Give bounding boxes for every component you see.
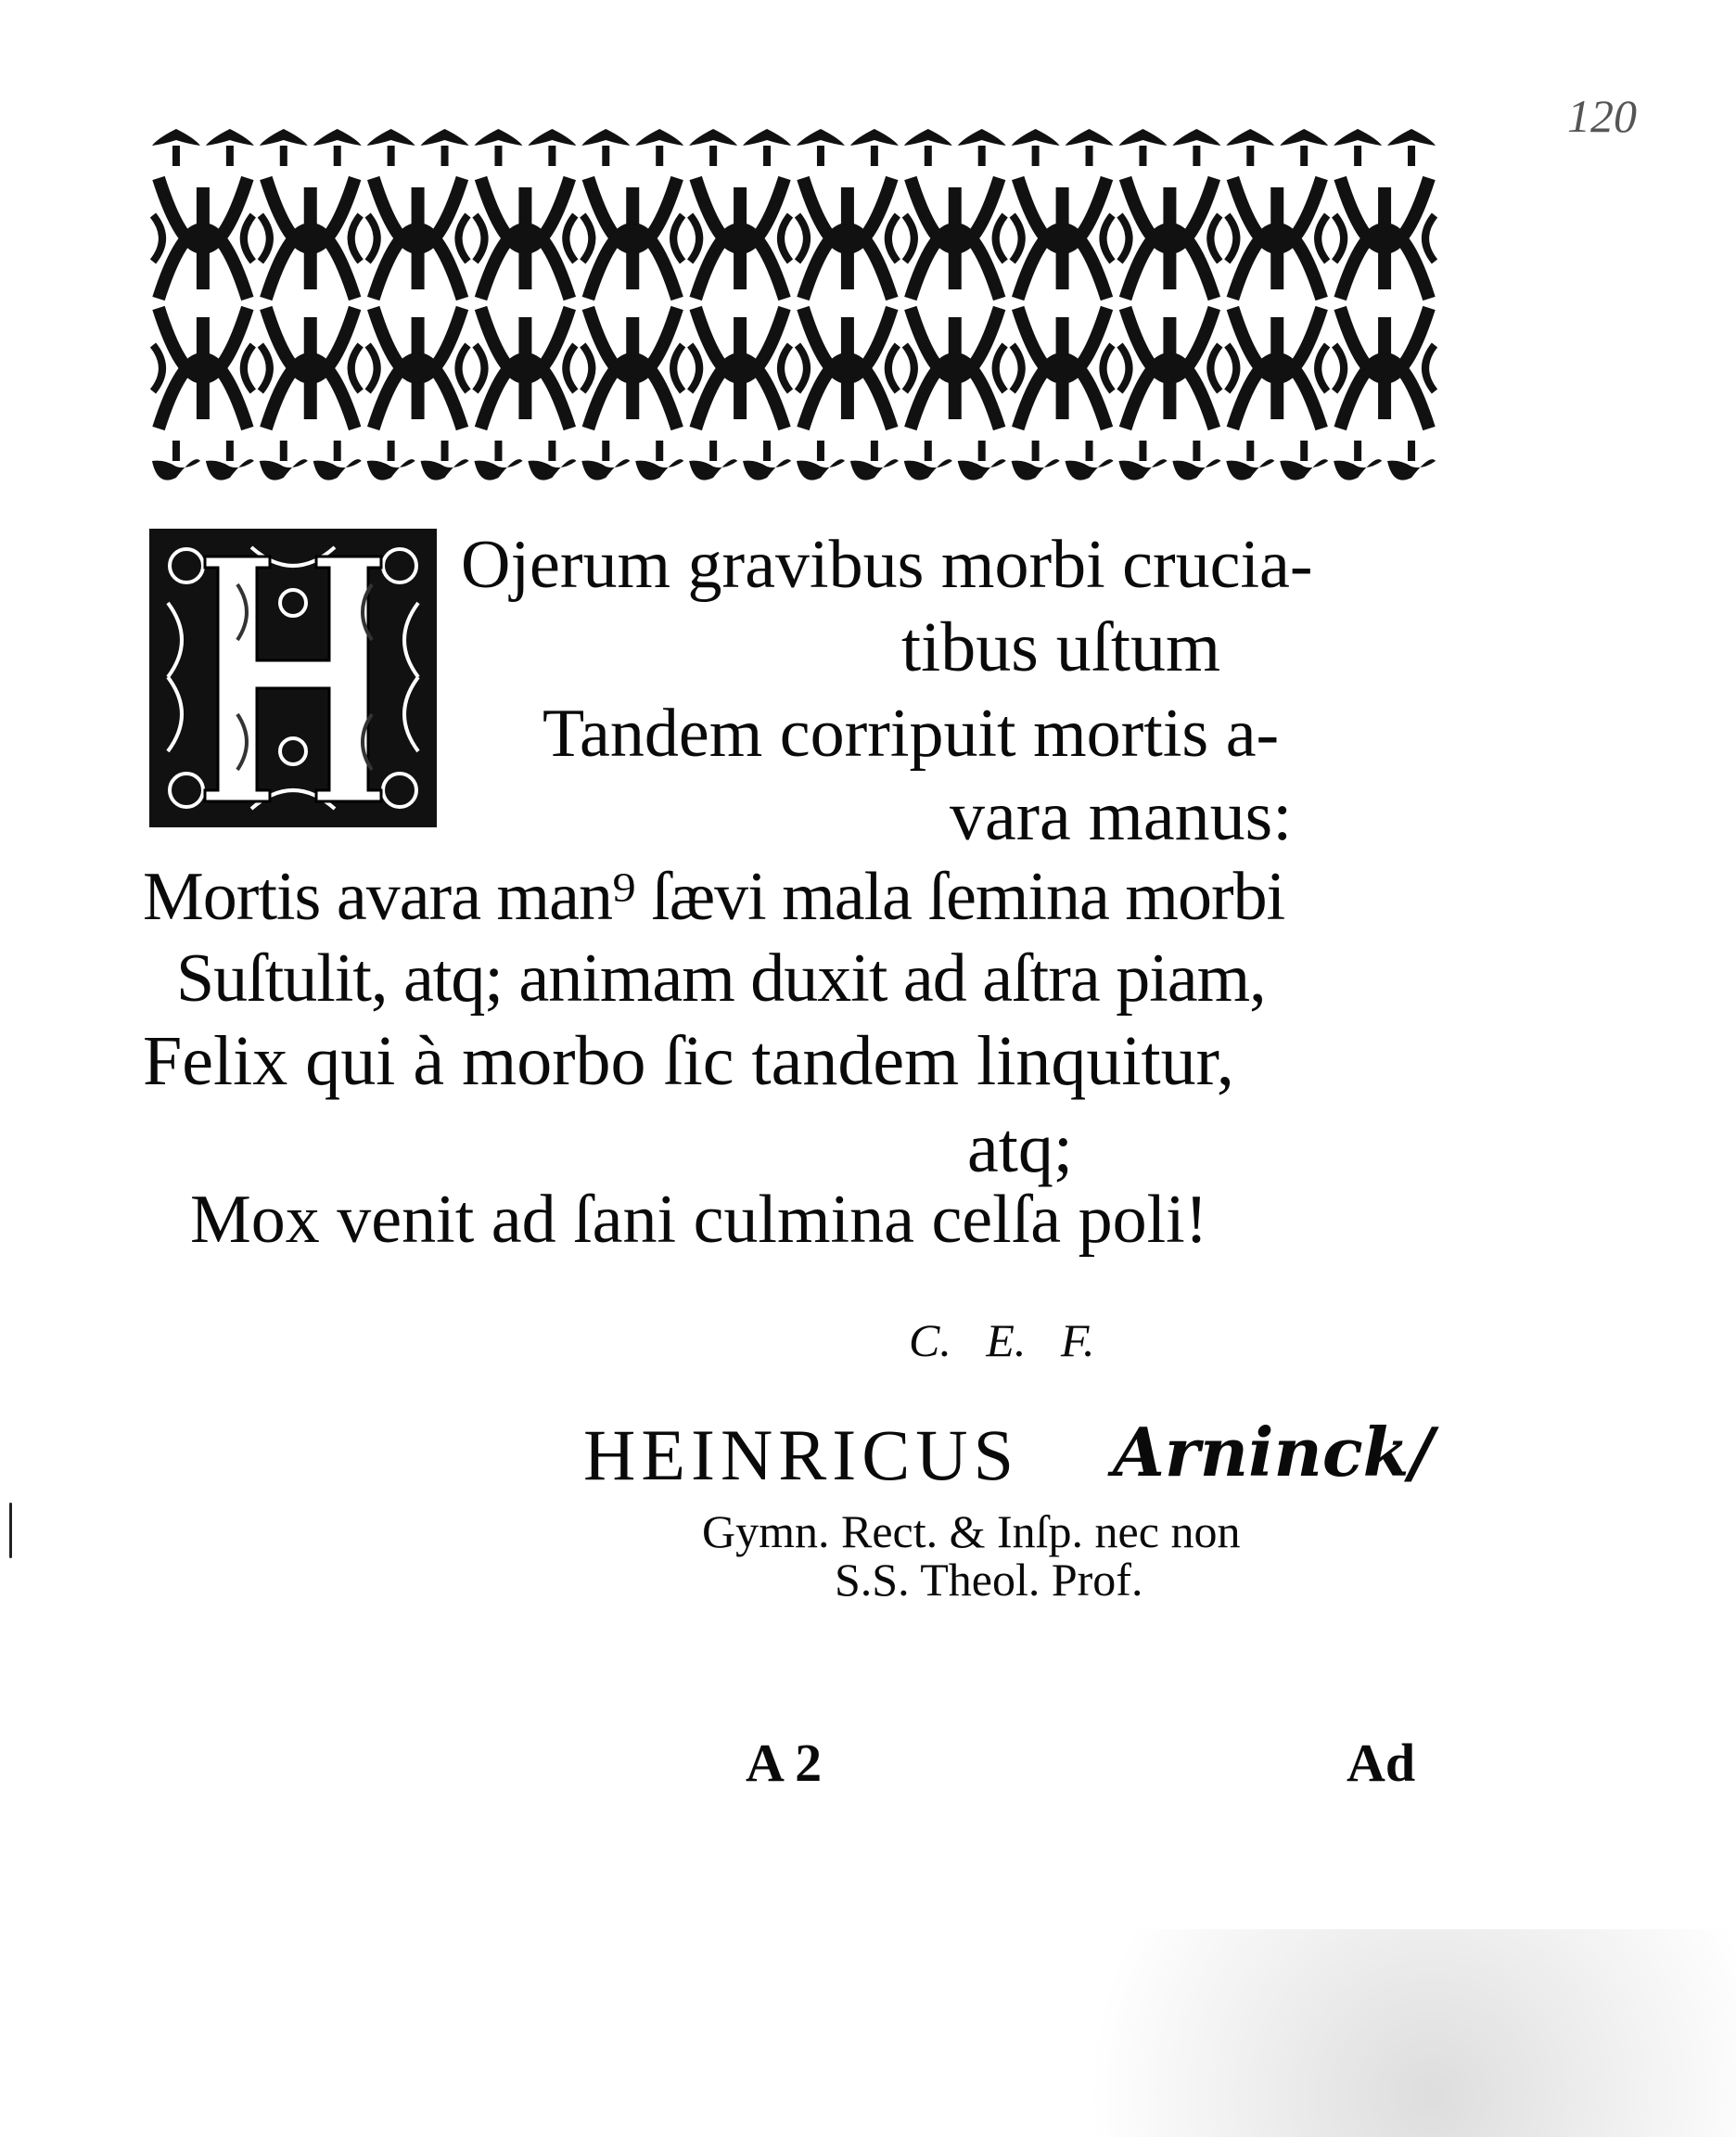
author-name: HEINRICUS [583,1414,1020,1495]
fleuron-ornament [1066,129,1114,166]
fleuron-ornament [1226,441,1274,480]
folio-number: 120 [1567,90,1637,142]
fleuron-ornament [689,441,737,480]
interlace-ornament [153,178,253,299]
interlace-ornament [582,308,683,429]
fleuron-ornament [206,129,254,166]
verse-line-7: Felix qui à morbo ſic tandem linquitur, [143,1022,1234,1100]
interlace-ornament [690,178,790,299]
fleuron-ornament [421,441,469,480]
fleuron-ornament [635,441,683,480]
fleuron-ornament [850,441,899,480]
fleuron-ornament [474,441,522,480]
interlace-ornament [905,308,1005,429]
fleuron-ornament [474,129,522,166]
fleuron-ornament [528,129,576,166]
fleuron-ornament [635,129,683,166]
fleuron-ornament [1387,129,1436,166]
verse-line-3: Tandem corripuit mortis a- [542,696,1280,772]
fleuron-ornament [797,129,845,166]
fleuron-ornament [421,129,469,166]
fleuron-ornament [1118,129,1167,166]
author-title-line-1: Gymn. Rect. & Inſp. nec non [702,1505,1241,1557]
interlace-ornament [1013,308,1113,429]
interlace-ornament [476,308,576,429]
interlace-ornament [1227,178,1327,299]
fleuron-ornament [313,441,362,480]
verse-line-1: Ojerum gravibus morbi crucia- [461,527,1313,603]
interlace-ornament [905,178,1005,299]
verse-line-4: vara manus: [950,777,1293,855]
fleuron-ornament [152,441,200,480]
fleuron-ornament [904,441,952,480]
fleuron-ornament [260,129,308,166]
interlace-ornament [1013,178,1113,299]
interlace-ornament [368,178,468,299]
signature-mark: A 2 [746,1733,823,1793]
interlace-ornament [476,178,576,299]
verse-line-9: Mox venit ad ſani culmina celſa poli! [190,1182,1208,1258]
fleuron-ornament [743,129,791,166]
interlace-ornament [153,308,253,429]
fleuron-ornament [528,441,576,480]
ornamental-headpiece [149,122,1438,484]
fleuron-ornament [206,441,254,480]
decorated-initial-h [149,529,437,827]
author-initials: C. E. F. [909,1314,1095,1366]
fleuron-ornament [1280,441,1328,480]
interlace-ornament [1120,308,1220,429]
author-surname: Arninck/ [1113,1413,1434,1491]
author-title-line-2: S.S. Theol. Prof. [835,1554,1143,1606]
fleuron-ornament [1012,129,1060,166]
interlace-ornament [261,308,361,429]
interlace-ornament [1334,308,1435,429]
verse-line-6: Suſtulit, atq; animam duxit ad aſtra piam, [176,941,1266,1017]
verse-line-8: atq; [967,1109,1073,1187]
fleuron-ornament [1066,441,1114,480]
verse-line-2: tibus uſtum [901,608,1221,686]
interlace-ornament [368,308,468,429]
verse-line-5: Mortis avara man⁹ ſævi mala ſemina morbi [143,859,1285,935]
fleuron-ornament [743,441,791,480]
fleuron-ornament [1334,129,1382,166]
fleuron-ornament [581,129,630,166]
fleuron-ornament [367,129,415,166]
fleuron-ornament [152,129,200,166]
fleuron-ornament [367,441,415,480]
fleuron-ornament [1226,129,1274,166]
fleuron-ornament [260,441,308,480]
fleuron-ornament [1172,129,1220,166]
interlace-ornament [1227,308,1327,429]
fleuron-ornament [1118,441,1167,480]
interlace-ornament [582,178,683,299]
interlace-ornament [1120,178,1220,299]
fleuron-ornament [1387,441,1436,480]
fleuron-ornament [581,441,630,480]
fleuron-ornament [1334,441,1382,480]
interlace-ornament [261,178,361,299]
fleuron-ornament [1280,129,1328,166]
interlace-ornament [1334,178,1435,299]
fleuron-ornament [1012,441,1060,480]
fleuron-ornament [313,129,362,166]
interlace-ornament [798,308,898,429]
scan-noise [974,1929,1736,2137]
fleuron-ornament [689,129,737,166]
fleuron-ornament [1172,441,1220,480]
interlace-ornament [798,178,898,299]
interlace-ornament [690,308,790,429]
fleuron-ornament [958,441,1006,480]
fleuron-ornament [958,129,1006,166]
fleuron-ornament [850,129,899,166]
catchword: Ad [1347,1733,1416,1793]
fleuron-ornament [904,129,952,166]
fleuron-ornament [797,441,845,480]
page-edge-mark [9,1503,12,1558]
